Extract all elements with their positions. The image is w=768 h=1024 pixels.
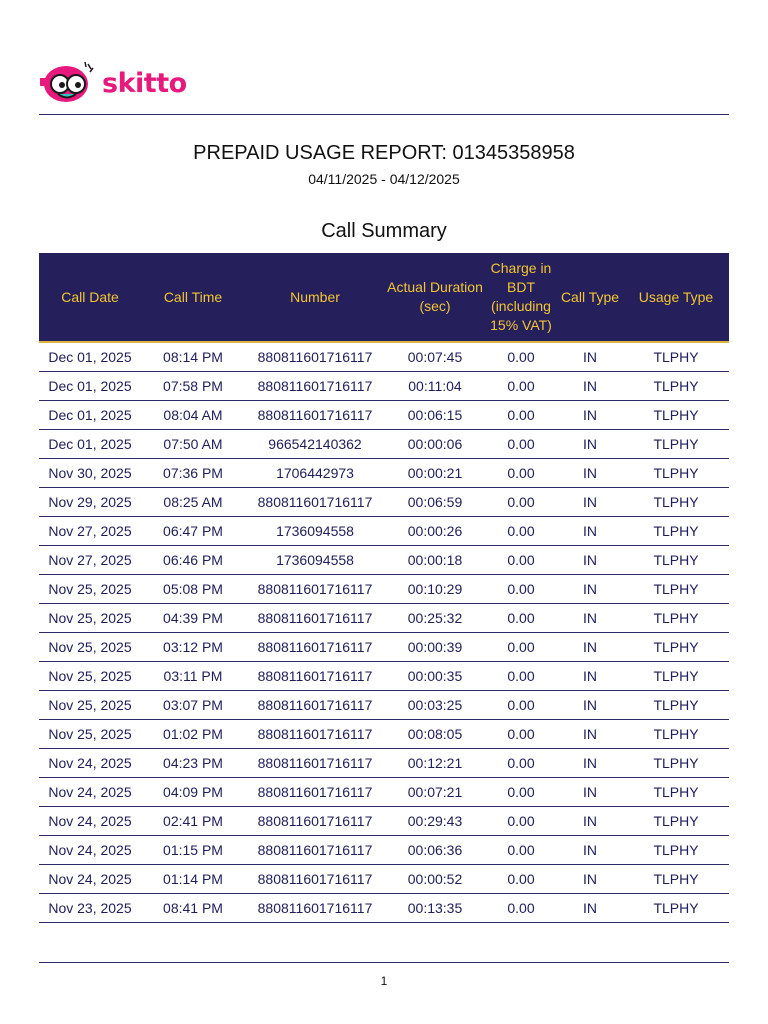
- call-time-cell: 04:09 PM: [141, 778, 245, 807]
- number-cell: 880811601716117: [245, 720, 385, 749]
- call-type-cell: IN: [557, 488, 623, 517]
- call-type-cell: IN: [557, 430, 623, 459]
- call-time-cell: 01:02 PM: [141, 720, 245, 749]
- number-cell: 1706442973: [245, 459, 385, 488]
- duration-cell: 00:08:05: [385, 720, 485, 749]
- number-cell: 880811601716117: [245, 865, 385, 894]
- table-body: [39, 342, 729, 923]
- table-row: [39, 546, 729, 575]
- table-row: [39, 517, 729, 546]
- call-type-cell: IN: [557, 401, 623, 430]
- charge-cell: 0.00: [485, 604, 557, 633]
- call-date-cell: Nov 25, 2025: [39, 691, 141, 720]
- duration-cell: 00:13:35: [385, 894, 485, 923]
- usage-type-cell: TLPHY: [623, 778, 729, 807]
- charge-cell: 0.00: [485, 459, 557, 488]
- call-time-cell: 08:04 AM: [141, 401, 245, 430]
- call-time-cell: 04:39 PM: [141, 604, 245, 633]
- call-type-cell: IN: [557, 807, 623, 836]
- table-row: [39, 604, 729, 633]
- duration-cell: 00:10:29: [385, 575, 485, 604]
- table-header-row: [39, 253, 729, 342]
- call-type-cell: IN: [557, 865, 623, 894]
- call-date-cell: Nov 27, 2025: [39, 546, 141, 575]
- call-date-cell: Nov 25, 2025: [39, 720, 141, 749]
- charge-cell: 0.00: [485, 749, 557, 778]
- brand-logo: [38, 60, 187, 106]
- usage-type-cell: TLPHY: [623, 546, 729, 575]
- call-type-cell: IN: [557, 459, 623, 488]
- call-time-cell: 08:25 AM: [141, 488, 245, 517]
- call-type-cell: IN: [557, 604, 623, 633]
- table-row: [39, 720, 729, 749]
- call-type-cell: IN: [557, 575, 623, 604]
- call-time-cell: 06:47 PM: [141, 517, 245, 546]
- charge-cell: 0.00: [485, 720, 557, 749]
- call-time-cell: 07:36 PM: [141, 459, 245, 488]
- usage-type-cell: TLPHY: [623, 894, 729, 923]
- call-date-cell: Nov 23, 2025: [39, 894, 141, 923]
- call-type-cell: IN: [557, 836, 623, 865]
- call-time-cell: 01:15 PM: [141, 836, 245, 865]
- duration-cell: 00:29:43: [385, 807, 485, 836]
- call-type-cell: IN: [557, 749, 623, 778]
- duration-cell: 00:07:45: [385, 342, 485, 372]
- call-type-cell: IN: [557, 372, 623, 401]
- duration-cell: 00:03:25: [385, 691, 485, 720]
- charge-cell: 0.00: [485, 575, 557, 604]
- number-cell: 880811601716117: [245, 691, 385, 720]
- call-date-cell: Nov 25, 2025: [39, 575, 141, 604]
- column-header: Number: [245, 253, 385, 342]
- call-type-cell: IN: [557, 778, 623, 807]
- call-date-cell: Nov 25, 2025: [39, 662, 141, 691]
- number-cell: 880811601716117: [245, 604, 385, 633]
- column-header: Actual Duration (sec): [385, 253, 485, 342]
- duration-cell: 00:00:21: [385, 459, 485, 488]
- usage-type-cell: TLPHY: [623, 633, 729, 662]
- call-date-cell: Dec 01, 2025: [39, 401, 141, 430]
- table-row: [39, 662, 729, 691]
- charge-cell: 0.00: [485, 517, 557, 546]
- duration-cell: 00:06:15: [385, 401, 485, 430]
- charge-cell: 0.00: [485, 633, 557, 662]
- call-date-cell: Dec 01, 2025: [39, 430, 141, 459]
- table-row: [39, 372, 729, 401]
- table-row: [39, 894, 729, 923]
- duration-cell: 00:00:18: [385, 546, 485, 575]
- table-row: [39, 691, 729, 720]
- duration-cell: 00:00:52: [385, 865, 485, 894]
- usage-type-cell: TLPHY: [623, 459, 729, 488]
- section-heading: Call Summary: [321, 220, 447, 242]
- call-time-cell: 02:41 PM: [141, 807, 245, 836]
- call-type-cell: IN: [557, 691, 623, 720]
- call-date-cell: Nov 25, 2025: [39, 633, 141, 662]
- table-row: [39, 865, 729, 894]
- number-cell: 880811601716117: [245, 575, 385, 604]
- duration-cell: 00:06:59: [385, 488, 485, 517]
- usage-type-cell: TLPHY: [623, 488, 729, 517]
- usage-type-cell: TLPHY: [623, 865, 729, 894]
- charge-cell: 0.00: [485, 662, 557, 691]
- duration-cell: 00:06:36: [385, 836, 485, 865]
- number-cell: 880811601716117: [245, 633, 385, 662]
- charge-cell: 0.00: [485, 807, 557, 836]
- charge-cell: 0.00: [485, 401, 557, 430]
- table-row: [39, 778, 729, 807]
- call-type-cell: IN: [557, 342, 623, 372]
- column-header: Call Type: [557, 253, 623, 342]
- charge-cell: 0.00: [485, 372, 557, 401]
- call-time-cell: 06:46 PM: [141, 546, 245, 575]
- call-type-cell: IN: [557, 894, 623, 923]
- table-row: [39, 575, 729, 604]
- page-number: 1: [380, 974, 388, 988]
- table-row: [39, 430, 729, 459]
- column-header: Charge in BDT (including 15% VAT): [485, 253, 557, 342]
- header-divider: [39, 114, 729, 115]
- call-date-cell: Nov 24, 2025: [39, 865, 141, 894]
- report-period: 04/11/2025 - 04/12/2025: [308, 171, 460, 187]
- charge-cell: 0.00: [485, 691, 557, 720]
- call-date-cell: Nov 24, 2025: [39, 749, 141, 778]
- table-row: [39, 836, 729, 865]
- usage-type-cell: TLPHY: [623, 575, 729, 604]
- usage-type-cell: TLPHY: [623, 342, 729, 372]
- usage-type-cell: TLPHY: [623, 749, 729, 778]
- table-row: [39, 342, 729, 372]
- usage-type-cell: TLPHY: [623, 691, 729, 720]
- column-header: Usage Type: [623, 253, 729, 342]
- charge-cell: 0.00: [485, 546, 557, 575]
- duration-cell: 00:00:39: [385, 633, 485, 662]
- charge-cell: 0.00: [485, 836, 557, 865]
- call-date-cell: Dec 01, 2025: [39, 342, 141, 372]
- call-date-cell: Nov 25, 2025: [39, 604, 141, 633]
- footer-divider: [39, 962, 729, 963]
- brand-wordmark: skitto: [102, 67, 187, 99]
- call-summary-table: [39, 253, 729, 923]
- charge-cell: 0.00: [485, 778, 557, 807]
- call-date-cell: Nov 27, 2025: [39, 517, 141, 546]
- usage-type-cell: TLPHY: [623, 372, 729, 401]
- table-row: [39, 749, 729, 778]
- number-cell: 880811601716117: [245, 401, 385, 430]
- report-title: PREPAID USAGE REPORT: 01345358958: [193, 142, 575, 164]
- call-date-cell: Dec 01, 2025: [39, 372, 141, 401]
- number-cell: 880811601716117: [245, 342, 385, 372]
- call-time-cell: 03:12 PM: [141, 633, 245, 662]
- usage-type-cell: TLPHY: [623, 720, 729, 749]
- duration-cell: 00:00:26: [385, 517, 485, 546]
- table-row: [39, 633, 729, 662]
- usage-type-cell: TLPHY: [623, 401, 729, 430]
- call-date-cell: Nov 29, 2025: [39, 488, 141, 517]
- usage-type-cell: TLPHY: [623, 807, 729, 836]
- charge-cell: 0.00: [485, 894, 557, 923]
- number-cell: 880811601716117: [245, 749, 385, 778]
- duration-cell: 00:12:21: [385, 749, 485, 778]
- number-cell: 880811601716117: [245, 894, 385, 923]
- number-cell: 880811601716117: [245, 778, 385, 807]
- number-cell: 880811601716117: [245, 488, 385, 517]
- usage-type-cell: TLPHY: [623, 836, 729, 865]
- duration-cell: 00:11:04: [385, 372, 485, 401]
- usage-type-cell: TLPHY: [623, 430, 729, 459]
- call-time-cell: 08:41 PM: [141, 894, 245, 923]
- number-cell: 880811601716117: [245, 807, 385, 836]
- charge-cell: 0.00: [485, 865, 557, 894]
- duration-cell: 00:00:35: [385, 662, 485, 691]
- table-row: [39, 401, 729, 430]
- number-cell: 880811601716117: [245, 662, 385, 691]
- usage-type-cell: TLPHY: [623, 517, 729, 546]
- column-header: Call Date: [39, 253, 141, 342]
- number-cell: 1736094558: [245, 517, 385, 546]
- call-type-cell: IN: [557, 546, 623, 575]
- duration-cell: 00:00:06: [385, 430, 485, 459]
- table-row: [39, 807, 729, 836]
- number-cell: 880811601716117: [245, 836, 385, 865]
- table-row: [39, 488, 729, 517]
- call-date-cell: Nov 24, 2025: [39, 778, 141, 807]
- usage-type-cell: TLPHY: [623, 662, 729, 691]
- call-time-cell: 01:14 PM: [141, 865, 245, 894]
- call-time-cell: 04:23 PM: [141, 749, 245, 778]
- call-time-cell: 03:11 PM: [141, 662, 245, 691]
- call-time-cell: 07:58 PM: [141, 372, 245, 401]
- charge-cell: 0.00: [485, 488, 557, 517]
- call-type-cell: IN: [557, 662, 623, 691]
- table-row: [39, 459, 729, 488]
- call-time-cell: 03:07 PM: [141, 691, 245, 720]
- call-type-cell: IN: [557, 517, 623, 546]
- column-header: Call Time: [141, 253, 245, 342]
- call-time-cell: 07:50 AM: [141, 430, 245, 459]
- call-date-cell: Nov 24, 2025: [39, 807, 141, 836]
- charge-cell: 0.00: [485, 430, 557, 459]
- call-date-cell: Nov 24, 2025: [39, 836, 141, 865]
- call-time-cell: 08:14 PM: [141, 342, 245, 372]
- skitto-mascot-icon: [38, 60, 96, 106]
- call-type-cell: IN: [557, 633, 623, 662]
- number-cell: 1736094558: [245, 546, 385, 575]
- usage-type-cell: TLPHY: [623, 604, 729, 633]
- call-time-cell: 05:08 PM: [141, 575, 245, 604]
- call-date-cell: Nov 30, 2025: [39, 459, 141, 488]
- duration-cell: 00:25:32: [385, 604, 485, 633]
- duration-cell: 00:07:21: [385, 778, 485, 807]
- number-cell: 966542140362: [245, 430, 385, 459]
- call-type-cell: IN: [557, 720, 623, 749]
- charge-cell: 0.00: [485, 342, 557, 372]
- number-cell: 880811601716117: [245, 372, 385, 401]
